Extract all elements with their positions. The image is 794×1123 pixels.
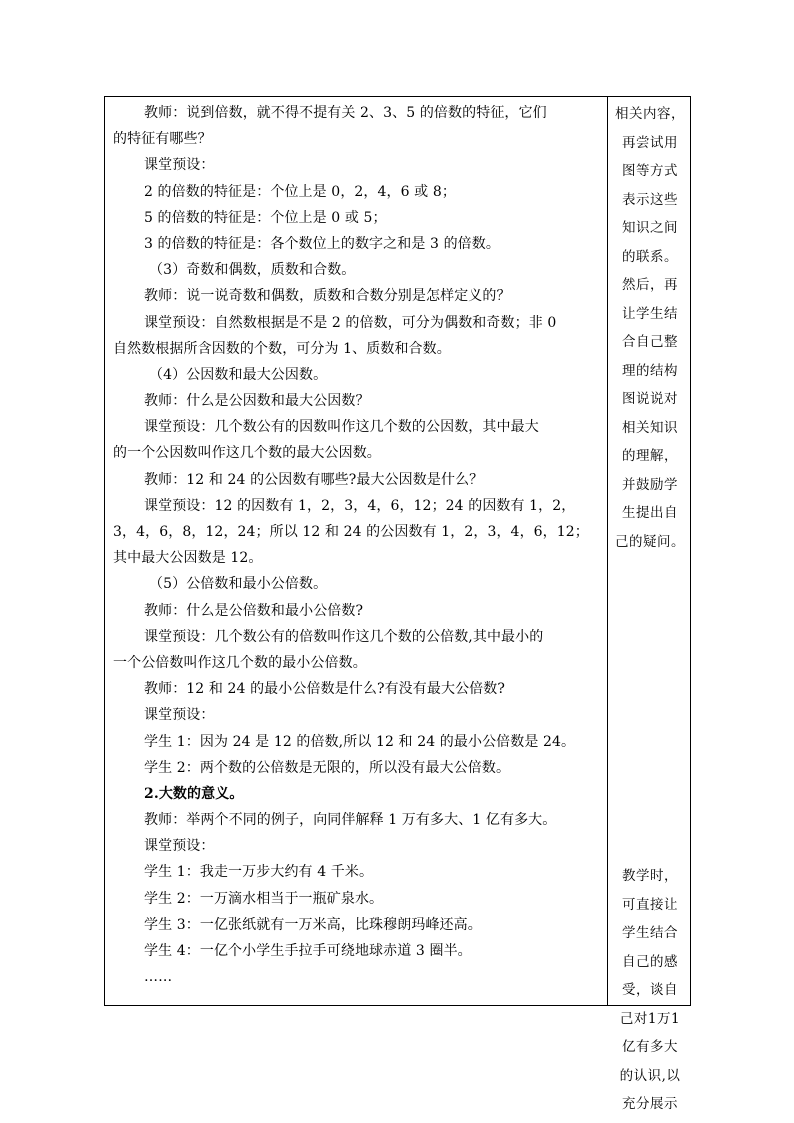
text-line: 教师：12 和 24 的最小公倍数是什么?有没有最大公倍数? <box>144 681 505 698</box>
text-line: 课堂预设： <box>144 838 215 855</box>
text-line: （3）奇数和偶数，质数和合数。 <box>149 262 356 279</box>
side-note-line: 教学时， <box>622 868 678 884</box>
side-note-line: 的理解， <box>622 448 678 464</box>
side-note-line: 图等方式 <box>622 163 678 179</box>
side-note-line: 受，谈自 <box>622 982 678 998</box>
side-note-line: 的认识,以 <box>619 1067 681 1084</box>
text-line: 学生 1：因为 24 是 12 的倍数,所以 12 和 24 的最小公倍数是 24。 <box>144 733 576 750</box>
side-note-line: 己对1万1 <box>619 1010 681 1027</box>
lesson-table <box>104 96 691 1112</box>
text-line: 5 的倍数的特征是：个位上是 0 或 5； <box>144 209 387 226</box>
side-note-line: 表示这些 <box>622 191 678 208</box>
text-line: 教师：说到倍数，就不得不提有关 2、3、5 的倍数的特征，它们 <box>144 105 547 121</box>
text-line: 其中最大公因数是 12。 <box>113 550 263 567</box>
side-note-line: 然后，再 <box>622 277 678 293</box>
side-note-line: 相关知识 <box>622 419 678 436</box>
text-line: 学生 2：两个数的公倍数是无限的，所以没有最大公倍数。 <box>144 759 511 776</box>
text-line: 学生 2：一万滴水相当于一瓶矿泉水。 <box>144 890 384 907</box>
side-note-line: 自己的感 <box>622 953 678 970</box>
text-line: 课堂预设： <box>144 157 215 174</box>
side-note-line: 的联系。 <box>622 248 678 265</box>
text-line: 自然数根据所含因数的个数，可分为 1、质数和合数。 <box>113 340 451 357</box>
side-note-line: 并鼓励学 <box>622 476 678 493</box>
text-line: 2 的倍数的特征是：个位上是 0，2，4，6 或 8； <box>144 183 456 200</box>
side-note-line: 再尝试用 <box>622 134 678 151</box>
text-line: 课堂预设：几个数公有的倍数叫作这几个数的公倍数,其中最小的 <box>144 628 544 645</box>
text-line: 学生 1：我走一万步大约有 4 千米。 <box>144 864 374 881</box>
text-line: 教师：说一说奇数和偶数，质数和合数分别是怎样定义的？ <box>144 288 511 305</box>
text-line: 2.大数的意义。 <box>144 785 244 802</box>
text-line: （4）公因数和最大公因数。 <box>149 366 328 383</box>
text-line: 3，4，6，8，12，24；所以 12 和 24 的公因数有 1，2，3，4，6，12； <box>113 524 589 540</box>
text-line: 学生 3：一亿张纸就有一万米高，比珠穆朗玛峰还高。 <box>144 916 482 933</box>
side-note-line: 亿有多大 <box>622 1039 678 1055</box>
side-note-line: 知识之间 <box>622 220 678 236</box>
side-note-line: 生提出自 <box>622 505 678 521</box>
text-line: 的特征有哪些？ <box>113 131 212 148</box>
side-note-line: 图说说对 <box>622 391 678 407</box>
side-note-column-bottom <box>608 862 692 1119</box>
text-line: 教师：什么是公倍数和最小公倍数? <box>144 602 364 619</box>
text-line: 课堂预设：几个数公有的因数叫作这几个数的公因数，其中最大 <box>144 419 539 436</box>
text-line: …… <box>144 969 173 986</box>
text-line: 课堂预设：12 的因数有 1，2，3，4，6，12；24 的因数有 1，2， <box>144 497 576 514</box>
text-line: 教师：举两个不同的例子，向同伴解释 1 万有多大、1 亿有多大。 <box>144 812 557 829</box>
text-line: 教师：12 和 24 的公因数有哪些?最大公因数是什么？ <box>144 471 484 488</box>
side-note-line: 己的疑问。 <box>615 533 685 550</box>
side-note-line: 可直接让 <box>622 896 678 913</box>
side-note-column-top <box>608 100 692 556</box>
text-line: 一个公倍数叫作这几个数的最小公倍数。 <box>113 654 367 671</box>
text-line: 学生 4：一亿个小学生手拉手可绕地球赤道 3 圈半。 <box>144 943 472 959</box>
side-note-line: 合自己整 <box>622 334 678 350</box>
text-line: 3 的倍数的特征是：各个数位上的数字之和是 3 的倍数。 <box>144 235 500 252</box>
side-note-line: 学生结合 <box>622 925 678 941</box>
side-note-line: 让学生结 <box>622 305 678 322</box>
text-line: （5）公倍数和最小公倍数。 <box>149 576 328 593</box>
side-note-line: 相关内容， <box>615 106 685 122</box>
main-content-column <box>105 100 607 990</box>
side-note-line: 理的结构 <box>622 362 678 379</box>
text-line: 的一个公因数叫作这几个数的最大公因数。 <box>113 445 381 462</box>
text-line: 课堂预设：自然数根据是不是 2 的倍数，可分为偶数和奇数；非 0 <box>144 314 557 331</box>
text-line: 教师：什么是公因数和最大公因数？ <box>144 393 370 410</box>
text-line: 课堂预设： <box>144 707 215 724</box>
side-note-line: 充分展示 <box>622 1096 678 1112</box>
